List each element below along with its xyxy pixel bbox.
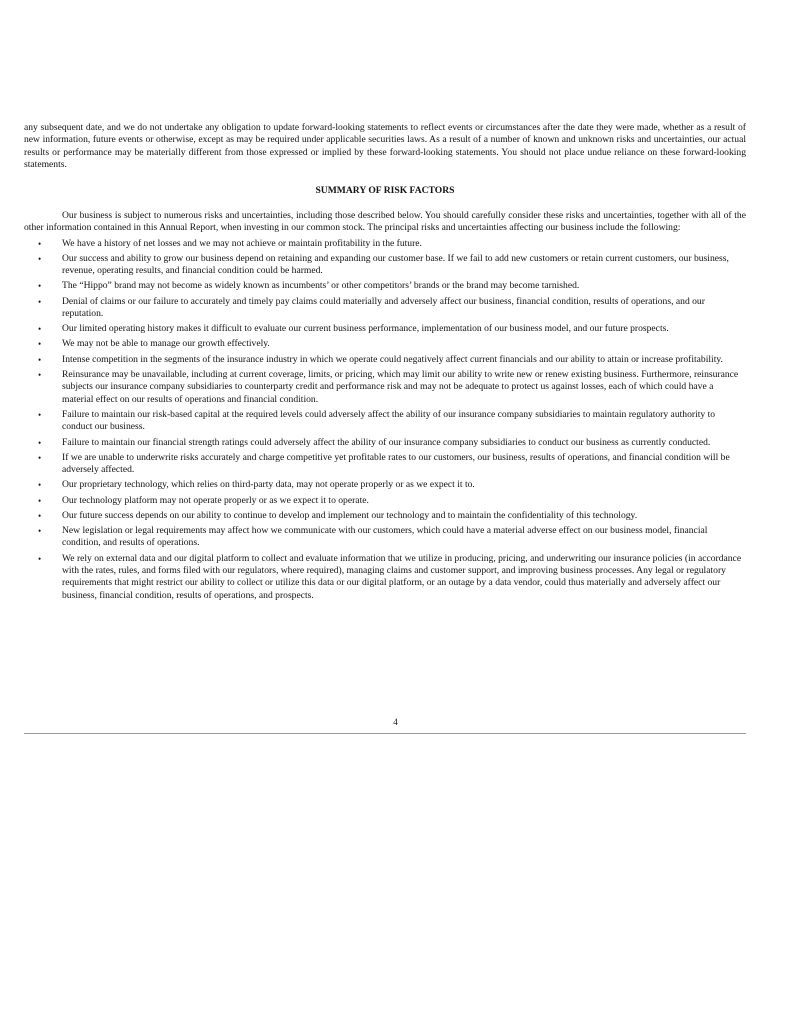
risk-factor-text: Our technology platform may not operate properly or as we expect it to operate.: [62, 494, 369, 506]
risk-factor-text: We may not be able to manage our growth effectively.: [62, 338, 270, 350]
risk-factor-item: [24, 238, 746, 250]
risk-factor-item: [24, 338, 746, 350]
bullet-icon: •: [38, 369, 42, 380]
risk-factor-text: Reinsurance may be unavailable, including at current coverage, limits, or pricing, which may limit our ability to write new or renew existing business. Furthermore, reinsurance subjects our insurance company subsidiaries to counterparty credit and performance risk and may not be adequate to protect us against losses, each of which could have a material effect on our results of operations and financial condition.: [62, 368, 739, 405]
risk-factor-text: The “Hippo” brand may not become as widely known as incumbents’ or other competitors’ brands or the brand may become tarnished.: [62, 280, 580, 292]
risk-factor-text: Intense competition in the segments of the insurance industry in which we operate could negatively affect current financials and our ability to attain or increase profitability.: [62, 353, 723, 365]
risk-factor-item: [24, 296, 746, 321]
bullet-icon: •: [38, 510, 42, 521]
bullet-icon: •: [38, 437, 42, 448]
bullet-icon: •: [38, 281, 42, 292]
bullet-icon: •: [38, 525, 42, 536]
risk-factor-item: [24, 369, 746, 406]
section-heading: SUMMARY OF RISK FACTORS: [315, 184, 455, 196]
risk-factor-text: Our future success depends on our ability to continue to develop and implement our technology and to maintain the confidentiality of this technology.: [62, 509, 638, 521]
risk-factor-item: [24, 553, 746, 603]
risk-factor-item: [24, 253, 746, 278]
risk-factor-item: [24, 409, 746, 434]
bullet-icon: •: [38, 480, 42, 491]
bullet-icon: •: [38, 324, 42, 335]
bullet-icon: •: [38, 296, 42, 307]
risk-factor-item: [24, 452, 746, 477]
bullet-icon: •: [38, 553, 42, 564]
document-page: [24, 122, 746, 602]
risk-factor-item: [24, 280, 746, 292]
intro-paragraph: any subsequent date, and we do not undertake any obligation to update forward-looking statements to reflect events or circumstances after the date they were made, whether as a result of new information, future events or otherwise, except as may be required under applicable securities laws. As a result of a number of known and unknown risks and uncertainties, our actual results or performance may be materially different from those expressed or implied by these forward-looking statements. You should not place undue reliance on these forward-looking statements.: [24, 122, 746, 171]
bullet-icon: •: [38, 354, 42, 365]
risk-factor-text: Failure to maintain our risk-based capital at the required levels could adversely affect the ability of our insurance company subsidiaries to maintain regulatory authority to conduct our business.: [62, 408, 716, 433]
page-number: 4: [393, 717, 398, 727]
risk-factor-text: Denial of claims or our failure to accurately and timely pay claims could materially and adversely affect our business, financial condition, results of operations, and our reputation.: [62, 295, 705, 320]
page-divider: [24, 733, 746, 734]
risk-factor-text: Failure to maintain our financial strength ratings could adversely affect the ability of our insurance company subsidiaries to conduct our business as currently conducted.: [62, 436, 711, 448]
bullet-icon: •: [38, 495, 42, 506]
risk-factor-item: [24, 437, 746, 449]
risk-factor-text: Our limited operating history makes it difficult to evaluate our current business performance, implementation of our business model, and our future prospects.: [62, 323, 669, 335]
bullet-icon: •: [38, 238, 42, 249]
risk-factor-text: We have a history of net losses and we may not achieve or maintain profitability in the future.: [62, 237, 422, 249]
risk-factor-item: [24, 510, 746, 522]
risk-factor-item: [24, 354, 746, 366]
risk-factor-text: If we are unable to underwrite risks accurately and charge competitive yet profitable rates to our customers, our business, results of operations, and financial condition will be adversely affected.: [62, 451, 730, 476]
risk-factor-text: Our proprietary technology, which relies on third-party data, may not operate properly or as we expect it to.: [62, 479, 475, 491]
bullet-icon: •: [38, 339, 42, 350]
risk-factor-text: Our success and ability to grow our business depend on retaining and expanding our customer base. If we fail to add new customers or retain current customers, our business, revenue, operating results, and financial condition could be harmed.: [62, 252, 729, 277]
bullet-icon: •: [38, 409, 42, 420]
risk-factor-item: [24, 323, 746, 335]
risk-factor-item: [24, 479, 746, 491]
risk-factor-item: [24, 495, 746, 507]
bullet-icon: •: [38, 452, 42, 463]
risk-factor-list: [24, 238, 746, 603]
risk-factor-text: New legislation or legal requirements may affect how we communicate with our customers, which could have a material adverse effect on our business model, financial condition, and results of operations.: [62, 524, 708, 549]
risk-factor-item: [24, 525, 746, 550]
bullet-icon: •: [38, 253, 42, 264]
summary-paragraph: Our business is subject to numerous risks and uncertainties, including those described below. You should carefully consider these risks and uncertainties, together with all of the other information contained in this Annual Report, when investing in our common stock. The principal risks and uncertainties affecting our business include the following:: [24, 210, 746, 234]
risk-factor-text: We rely on external data and our digital platform to collect and evaluate information that we utilize in producing, pricing, and underwriting our insurance policies (in accordance with the rates, rules, and forms filed with our regulators, where required), managing claims and customer support, and improving business processes. Any legal or regulatory requirements that might restrict our ability to collect or utilize this data or our digital platform, or an outage by a data vendor, could thus materially and adversely affect our business, financial condition, results of operations, and prospects.: [62, 552, 742, 601]
